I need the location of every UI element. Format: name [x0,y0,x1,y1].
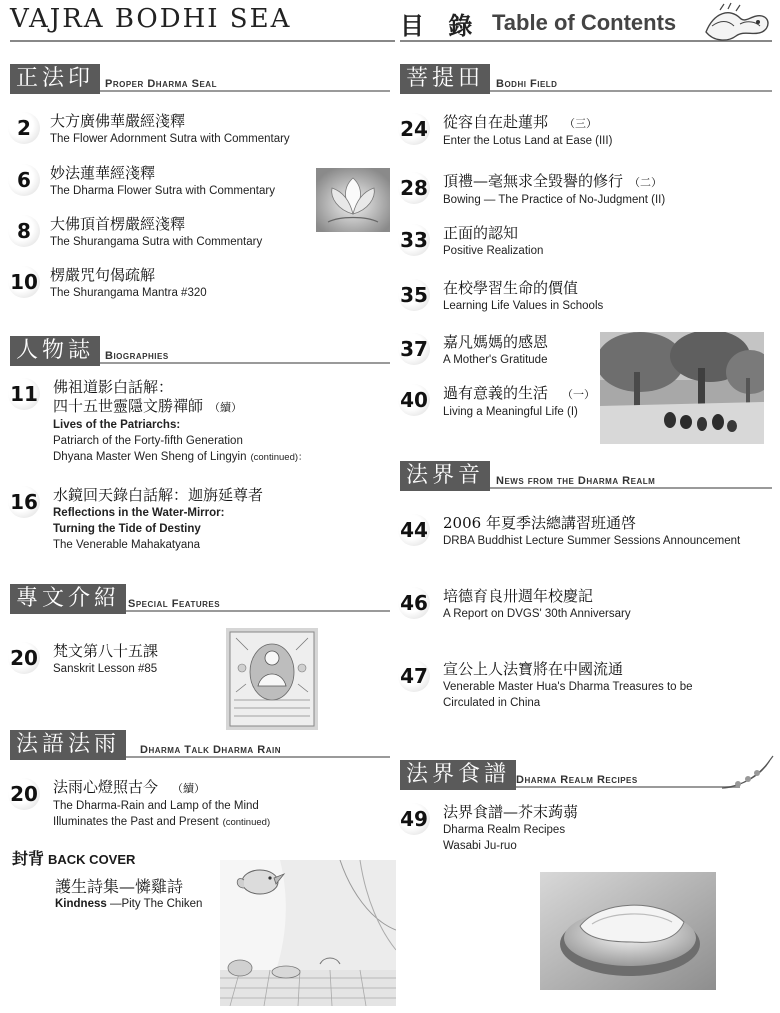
lotus-flower-image [316,168,390,232]
entry-title-zh: 楞嚴咒句偈疏解 [50,266,156,284]
entry-subtitle-en: Illuminates the Past and Present (continued) [53,816,271,828]
section-title-zh: 法界音 [400,461,490,491]
section-title-en: Biographies [105,350,169,362]
section-title-zh: 人物誌 [10,336,100,366]
entry-title-zh: 妙法蓮華經淺釋 [50,164,156,182]
entry-title-zh: 法雨心燈照古今 （續） [53,778,206,796]
entry-subseries-en: Turning the Tide of Destiny [53,523,201,535]
header-rule-left [10,40,395,42]
entry-title-en: Living a Meaningful Life (I) [443,406,578,418]
entry-title-zh: 在校學習生命的價值 [443,279,579,297]
back-cover-title-zh[interactable]: 護生詩集—憐雞詩 [55,877,184,896]
entry-title-zh: 頂禮—毫無求全毀譽的修行 （二） [443,172,663,190]
section-header-biographies [10,336,390,368]
page-number-badge: 46 [398,587,430,619]
entry-subtitle-zh: 四十五世靈隱文勝禪師 （續） [53,397,243,415]
page-number-badge: 20 [8,778,40,810]
page-number-badge: 16 [8,486,40,518]
section-title-zh: 法語法雨 [10,730,126,760]
chicken-window-illustration [220,860,396,1006]
entry-subtitle-en: Dhyana Master Wen Sheng of Lingyin (continued)： [53,451,308,463]
entry-title-en: The Dharma Flower Sutra with Commentary [50,185,275,197]
page-number-badge: 44 [398,514,430,546]
section-title-zh: 專文介紹 [10,584,126,614]
section-header-news [400,461,772,493]
section-title-en: Dharma Realm Recipes [516,774,638,786]
entry-title-en: Venerable Master Hua's Dharma Treasures to be [443,681,693,693]
entry-title-zh: 從容自在赴蓮邦 （三） [443,113,598,131]
entry-title-zh: 正面的認知 [443,224,519,242]
entry-title-en-cont: Circulated in China [443,697,541,709]
page-number-badge: 11 [8,378,40,410]
section-header-proper-dharma-seal [10,64,390,96]
page-number-badge: 33 [398,224,430,256]
section-title-zh: 菩提田 [400,64,490,94]
entry-title-zh: 大佛頂首楞嚴經淺釋 [50,215,186,233]
entry-title-zh: 培德育良卅週年校慶記 [443,587,594,605]
entry-title-en: The Dharma-Rain and Lamp of the Mind [53,800,259,812]
entry-title-zh: 過有意義的生活 （一） [443,384,596,402]
entry-title-zh: 大方廣佛華嚴經淺釋 [50,112,186,130]
page-number-badge: 8 [8,215,40,247]
entry-title-en: DRBA Buddhist Lecture Summer Sessions Announcement [443,535,741,547]
section-title-zh: 正法印 [10,64,100,94]
section-title-en: News from the Dharma Realm [496,475,656,487]
entry-subtitle-en: Wasabi Ju-ruo [443,840,517,852]
section-header-dharma-talk [10,730,390,762]
page-number-badge: 10 [8,266,40,298]
page-number-badge: 2 [8,112,40,144]
entry-title-en: A Mother's Gratitude [443,354,548,366]
page-number-badge: 20 [8,642,40,674]
entry-title-zh: 嘉凡媽媽的感恩 [443,333,549,351]
entry-title-en: Dharma Realm Recipes [443,824,566,836]
pea-pod-icon [718,754,774,794]
recipe-dish-photo [540,872,716,990]
section-header-special-features [10,584,390,616]
entry-title-en: The Shurangama Sutra with Commentary [50,236,263,248]
section-header-bodhi-field [400,64,772,96]
toc-title-en: Table of Contents [492,10,677,35]
dragon-emblem-icon [700,2,774,46]
entry-title-zh: 宣公上人法寶將在中國流通 [443,660,624,678]
entry-title-zh: 2006 年夏季法總講習班通啓 [443,514,636,532]
page-number-badge: 49 [398,803,430,835]
entry-title-en: Enter the Lotus Land at Ease (III) [443,135,613,147]
section-title-en: Proper Dharma Seal [105,78,217,90]
section-title-zh: 法界食譜 [400,760,516,790]
buddha-mandala-image [226,628,318,730]
page-number-badge: 28 [398,172,430,204]
park-group-photo [600,332,764,444]
entry-title-en: Sanskrit Lesson #85 [53,663,158,675]
entry-title-zh: 佛祖道影白話解： [53,378,174,396]
page-number-badge: 37 [398,333,430,365]
entry-title-en: The Venerable Mahakatyana [53,539,201,551]
entry-title-zh: 水鏡回天錄白話解：迦旃延尊者 [53,486,264,504]
section-title-en: Bodhi Field [496,78,558,90]
entry-title-zh: 梵文第八十五課 [53,642,159,660]
entry-series-en: Reflections in the Water-Mirror: [53,507,225,519]
entry-series-en: Lives of the Patriarchs: [53,419,181,431]
page-number-badge: 35 [398,279,430,311]
entry-title-zh: 法界食譜—芥末蒟蒻 [443,803,579,821]
entry-title-en: Positive Realization [443,245,544,257]
page-number-badge: 6 [8,164,40,196]
magazine-title: VAJRA BODHI SEA [10,4,292,34]
section-title-en: Special Features [128,598,221,610]
back-cover-title-en: Kindness —Pity The Chiken [55,898,203,910]
entry-title-en: The Shurangama Mantra #320 [50,287,207,299]
section-title-en: Dharma Talk Dharma Rain [140,744,281,756]
page-number-badge: 40 [398,384,430,416]
entry-title-en: A Report on DVGS' 30th Anniversary [443,608,631,620]
entry-title-en: Learning Life Values in Schools [443,300,604,312]
entry-title-en: Bowing — The Practice of No-Judgment (II) [443,194,666,206]
page-number-badge: 47 [398,660,430,692]
page-number-badge: 24 [398,113,430,145]
section-header-recipes [400,760,740,792]
back-cover-heading: 封背 BACK COVER [12,849,136,868]
entry-title-en: Patriarch of the Forty-fifth Generation [53,435,243,447]
toc-title-zh: 目 錄 [400,11,481,40]
entry-title-en: The Flower Adornment Sutra with Commentary [50,133,290,145]
